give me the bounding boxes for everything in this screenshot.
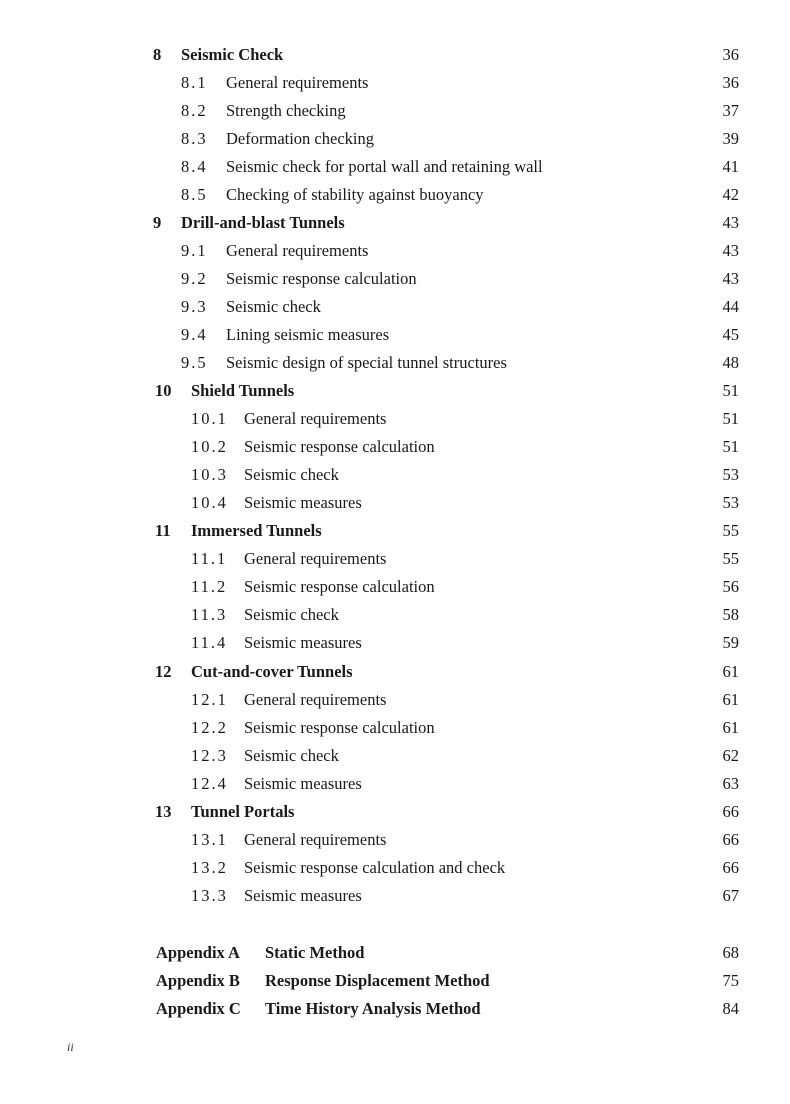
page-number: 75 <box>722 971 739 990</box>
section-number: 11.1 <box>191 549 228 568</box>
toc-section-13-3[interactable] <box>0 882 790 910</box>
toc-chapter-10[interactable] <box>0 377 790 405</box>
toc-section-9-5[interactable] <box>0 349 790 377</box>
page-number: 51 <box>722 409 739 428</box>
appendix-title: Response Displacement Method <box>265 971 490 990</box>
page-folio: ii <box>67 1040 74 1054</box>
toc-section-11-4[interactable] <box>0 629 790 657</box>
page-number: 61 <box>722 662 739 681</box>
toc-section-12-3[interactable] <box>0 742 790 770</box>
toc-section-10-1[interactable] <box>0 405 790 433</box>
page-number: 36 <box>722 73 739 92</box>
section-number: 9.1 <box>181 241 208 260</box>
chapter-number: 8 <box>153 45 162 64</box>
toc-appendix-b[interactable] <box>0 967 790 995</box>
section-number: 13.2 <box>191 858 228 877</box>
page-number: 59 <box>722 633 739 652</box>
page-number: 67 <box>722 886 739 905</box>
section-title: Seismic check <box>226 297 321 316</box>
toc-chapter-11[interactable] <box>0 517 790 545</box>
section-title: Seismic design of special tunnel structures <box>226 353 507 372</box>
section-title: General requirements <box>244 690 387 709</box>
page-number: 55 <box>722 521 739 540</box>
section-number: 11.4 <box>191 633 228 652</box>
page-number: 42 <box>722 185 739 204</box>
chapter-title: Immersed Tunnels <box>191 521 322 540</box>
page-number: 56 <box>722 577 739 596</box>
page-number: 62 <box>722 746 739 765</box>
section-number: 12.4 <box>191 774 228 793</box>
section-number: 8.4 <box>181 157 208 176</box>
toc-chapter-12[interactable] <box>0 658 790 686</box>
page-number: 66 <box>722 802 739 821</box>
section-number: 10.3 <box>191 465 228 484</box>
appendix-label: Appendix A <box>156 943 240 962</box>
section-title: Seismic check <box>244 746 339 765</box>
section-number: 12.3 <box>191 746 228 765</box>
toc-section-13-1[interactable] <box>0 826 790 854</box>
page-number: 45 <box>722 325 739 344</box>
page-number: 61 <box>722 690 739 709</box>
section-number: 10.4 <box>191 493 228 512</box>
section-title: Seismic measures <box>244 774 362 793</box>
toc-section-12-1[interactable] <box>0 686 790 714</box>
page-number: 63 <box>722 774 739 793</box>
section-number: 9.2 <box>181 269 208 288</box>
section-title: General requirements <box>244 830 387 849</box>
section-number: 8.2 <box>181 101 208 120</box>
section-title: Seismic check <box>244 465 339 484</box>
page-number: 66 <box>722 858 739 877</box>
page-number: 58 <box>722 605 739 624</box>
page-number: 53 <box>722 493 739 512</box>
section-number: 8.1 <box>181 73 208 92</box>
toc-section-8-1[interactable] <box>0 69 790 97</box>
toc-appendix-a[interactable] <box>0 939 790 967</box>
toc-section-8-3[interactable] <box>0 125 790 153</box>
section-number: 9.4 <box>181 325 208 344</box>
section-title: Seismic check <box>244 605 339 624</box>
toc-section-11-2[interactable] <box>0 573 790 601</box>
section-title: General requirements <box>244 409 387 428</box>
section-title: Deformation checking <box>226 129 374 148</box>
section-number: 11.2 <box>191 577 228 596</box>
toc-section-8-2[interactable] <box>0 97 790 125</box>
toc-section-10-2[interactable] <box>0 433 790 461</box>
toc-section-12-2[interactable] <box>0 714 790 742</box>
chapter-title: Tunnel Portals <box>191 802 295 821</box>
toc-section-9-4[interactable] <box>0 321 790 349</box>
appendix-label: Appendix C <box>156 999 241 1018</box>
section-title: Lining seismic measures <box>226 325 390 344</box>
appendix-label: Appendix B <box>156 971 240 990</box>
chapter-number: 9 <box>153 213 162 232</box>
appendix-title: Time History Analysis Method <box>265 999 481 1018</box>
page-number: 51 <box>722 381 739 400</box>
toc-section-8-4[interactable] <box>0 153 790 181</box>
toc-section-9-3[interactable] <box>0 293 790 321</box>
page-number: 44 <box>722 297 739 316</box>
chapter-number: 10 <box>155 381 172 400</box>
page-number: 48 <box>722 353 739 372</box>
section-title: Seismic check for portal wall and retaining wall <box>226 157 543 176</box>
toc-chapter-13[interactable] <box>0 798 790 826</box>
page-number: 84 <box>722 999 739 1018</box>
appendix-title: Static Method <box>265 943 365 962</box>
section-title: Strength checking <box>226 101 346 120</box>
section-title: Seismic response calculation <box>244 577 435 596</box>
toc-section-12-4[interactable] <box>0 770 790 798</box>
section-number: 8.3 <box>181 129 208 148</box>
section-number: 9.3 <box>181 297 208 316</box>
toc-section-9-1[interactable] <box>0 237 790 265</box>
page-number: 36 <box>722 45 739 64</box>
page-number: 51 <box>722 437 739 456</box>
section-title: General requirements <box>226 73 369 92</box>
section-title: Seismic measures <box>244 493 362 512</box>
toc-section-9-2[interactable] <box>0 265 790 293</box>
section-title: General requirements <box>226 241 369 260</box>
toc-chapter-8[interactable] <box>0 41 790 69</box>
page-number: 61 <box>722 718 739 737</box>
page-number: 39 <box>722 129 739 148</box>
page-number: 37 <box>722 101 739 120</box>
section-number: 10.1 <box>191 409 228 428</box>
page-number: 41 <box>722 157 739 176</box>
chapter-title: Drill-and-blast Tunnels <box>181 213 345 232</box>
section-number: 11.3 <box>191 605 228 624</box>
page-number: 66 <box>722 830 739 849</box>
section-title: Seismic measures <box>244 886 362 905</box>
section-title: Seismic response calculation and check <box>244 858 506 877</box>
chapter-title: Shield Tunnels <box>191 381 295 400</box>
toc-section-8-5[interactable] <box>0 181 790 209</box>
section-number: 13.3 <box>191 886 228 905</box>
section-title: Checking of stability against buoyancy <box>226 185 484 204</box>
toc-section-10-3[interactable] <box>0 461 790 489</box>
section-number: 12.1 <box>191 690 228 709</box>
section-number: 13.1 <box>191 830 228 849</box>
section-title: Seismic response calculation <box>244 437 435 456</box>
page-number: 53 <box>722 465 739 484</box>
page-number: 43 <box>722 269 739 288</box>
section-title: Seismic measures <box>244 633 362 652</box>
toc-section-10-4[interactable] <box>0 489 790 517</box>
chapter-title: Cut-and-cover Tunnels <box>191 662 353 681</box>
page-number: 55 <box>722 549 739 568</box>
section-title: Seismic response calculation <box>244 718 435 737</box>
page-number: 68 <box>722 943 739 962</box>
section-number: 12.2 <box>191 718 228 737</box>
toc-section-11-1[interactable] <box>0 545 790 573</box>
section-title: General requirements <box>244 549 387 568</box>
toc-section-13-2[interactable] <box>0 854 790 882</box>
chapter-title: Seismic Check <box>181 45 284 64</box>
section-number: 8.5 <box>181 185 208 204</box>
section-number: 10.2 <box>191 437 228 456</box>
toc-chapter-9[interactable] <box>0 209 790 237</box>
toc-section-11-3[interactable] <box>0 601 790 629</box>
toc-appendix-c[interactable] <box>0 995 790 1023</box>
chapter-number: 12 <box>155 662 172 681</box>
page-number: 43 <box>722 241 739 260</box>
chapter-number: 13 <box>155 802 172 821</box>
page-number: 43 <box>722 213 739 232</box>
section-number: 9.5 <box>181 353 208 372</box>
section-title: Seismic response calculation <box>226 269 417 288</box>
chapter-number: 11 <box>155 521 171 540</box>
